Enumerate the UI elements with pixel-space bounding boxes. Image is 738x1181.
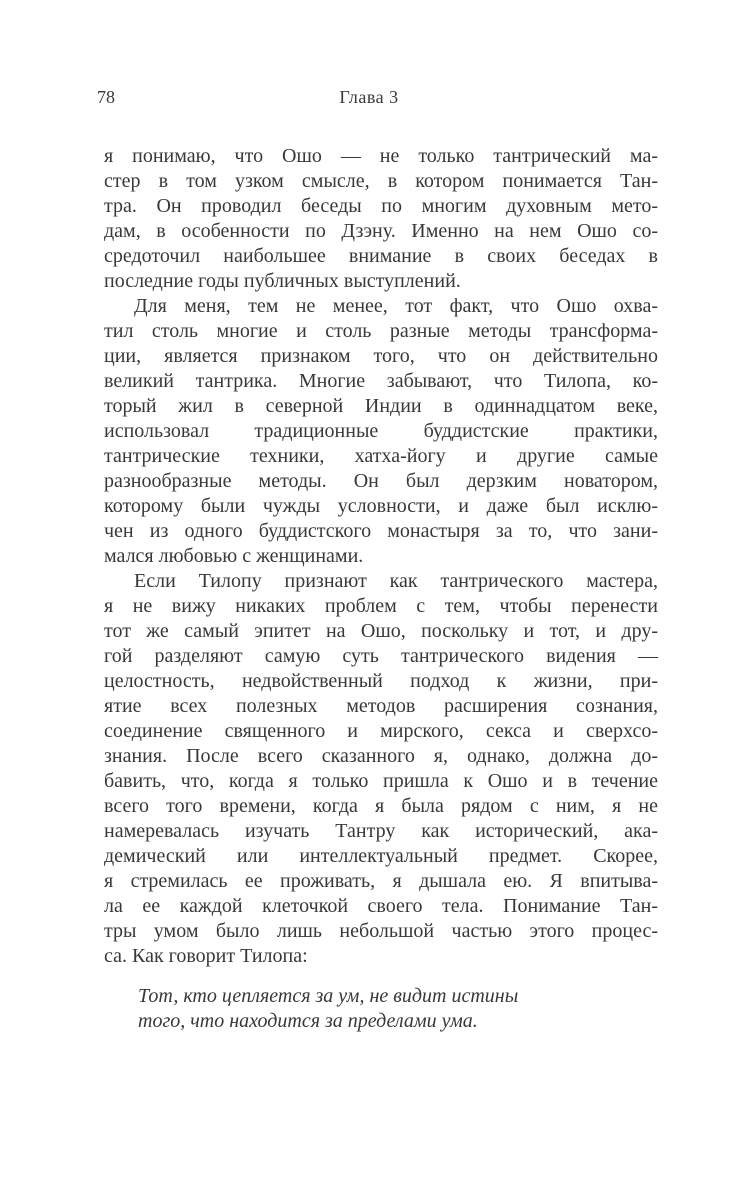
text-line: бавить, что, когда я только пришла к Ошо и в течение (104, 770, 658, 792)
text-line: стер в том узком смысле, в котором понимается Тан- (104, 170, 658, 192)
chapter-header: Глава 3 (339, 87, 399, 107)
page-header (0, 85, 738, 109)
text-line: дам, в особенности по Дзэну. Именно на нем Ошо со- (104, 220, 658, 242)
text-line: разнообразные методы. Он был дерзким новатором, (104, 470, 658, 492)
text-line: Для меня, тем не менее, тот факт, что Ошо охва- (134, 295, 658, 317)
text-line: последние годы публичных выступлений. (104, 270, 461, 292)
text-line: всего того времени, когда я была рядом с ним, я не (104, 795, 658, 817)
text-line: ятие всех полезных методов расширения сознания, (104, 695, 658, 717)
text-line: целостность, недвойственный подход к жизни, при- (104, 670, 658, 692)
text-line: са. Как говорит Тилопа: (104, 945, 308, 967)
quote-line: того, что находится за пределами ума. (138, 1010, 478, 1032)
text-line: тил столь многие и столь разные методы трансформа- (104, 320, 658, 342)
text-line: соединение священного и мирского, секса и сверхсо- (104, 720, 658, 742)
text-line: тот же самый эпитет на Ошо, поскольку и тот, и дру- (104, 620, 658, 642)
text-line: тра. Он проводил беседы по многим духовным мето- (104, 195, 658, 217)
paragraph (104, 144, 658, 294)
text-line: Если Тилопу признают как тантрического мастера, (134, 570, 658, 592)
text-block (104, 144, 658, 1034)
text-line: демический или интеллектуальный предмет. Скорее, (104, 845, 658, 867)
text-line: я понимаю, что Ошо — не только тантрический ма- (104, 145, 658, 167)
page-number: 78 (97, 87, 115, 107)
text-line: я не вижу никаких проблем с тем, чтобы перенести (104, 595, 658, 617)
verse-quote (138, 984, 658, 1034)
text-line: которому были чужды условности, и даже был исклю- (104, 495, 658, 517)
text-line: знания. После всего сказанного я, однако, должна до- (104, 745, 658, 767)
text-line: намеревалась изучать Тантру как исторический, ака- (104, 820, 658, 842)
text-line: тантрические техники, хатха-йогу и другие самые (104, 445, 658, 467)
quote-line: Тот, кто цепляется за ум, не видит истины (138, 985, 519, 1007)
text-line: тры умом было лишь небольшой частью этого процес- (104, 920, 658, 942)
text-line: ции, является признаком того, что он действительно (104, 345, 658, 367)
text-line: я стремилась ее проживать, я дышала ею. Я впитыва- (104, 870, 658, 892)
text-line: средоточил наибольшее внимание в своих беседах в (104, 245, 658, 267)
text-line: мался любовью с женщинами. (104, 545, 364, 567)
text-line: торый жил в северной Индии в одиннадцатом веке, (104, 395, 658, 417)
text-line: великий тантрика. Многие забывают, что Тилопа, ко- (104, 370, 658, 392)
text-line: чен из одного буддистского монастыря за то, что зани- (104, 520, 658, 542)
text-line: гой разделяют самую суть тантрического видения — (104, 645, 658, 667)
paragraph (104, 294, 658, 569)
text-line: ла ее каждой клеточкой своего тела. Понимание Тан- (104, 895, 658, 917)
paragraph (104, 569, 658, 969)
text-line: использовал традиционные буддистские практики, (104, 420, 658, 442)
